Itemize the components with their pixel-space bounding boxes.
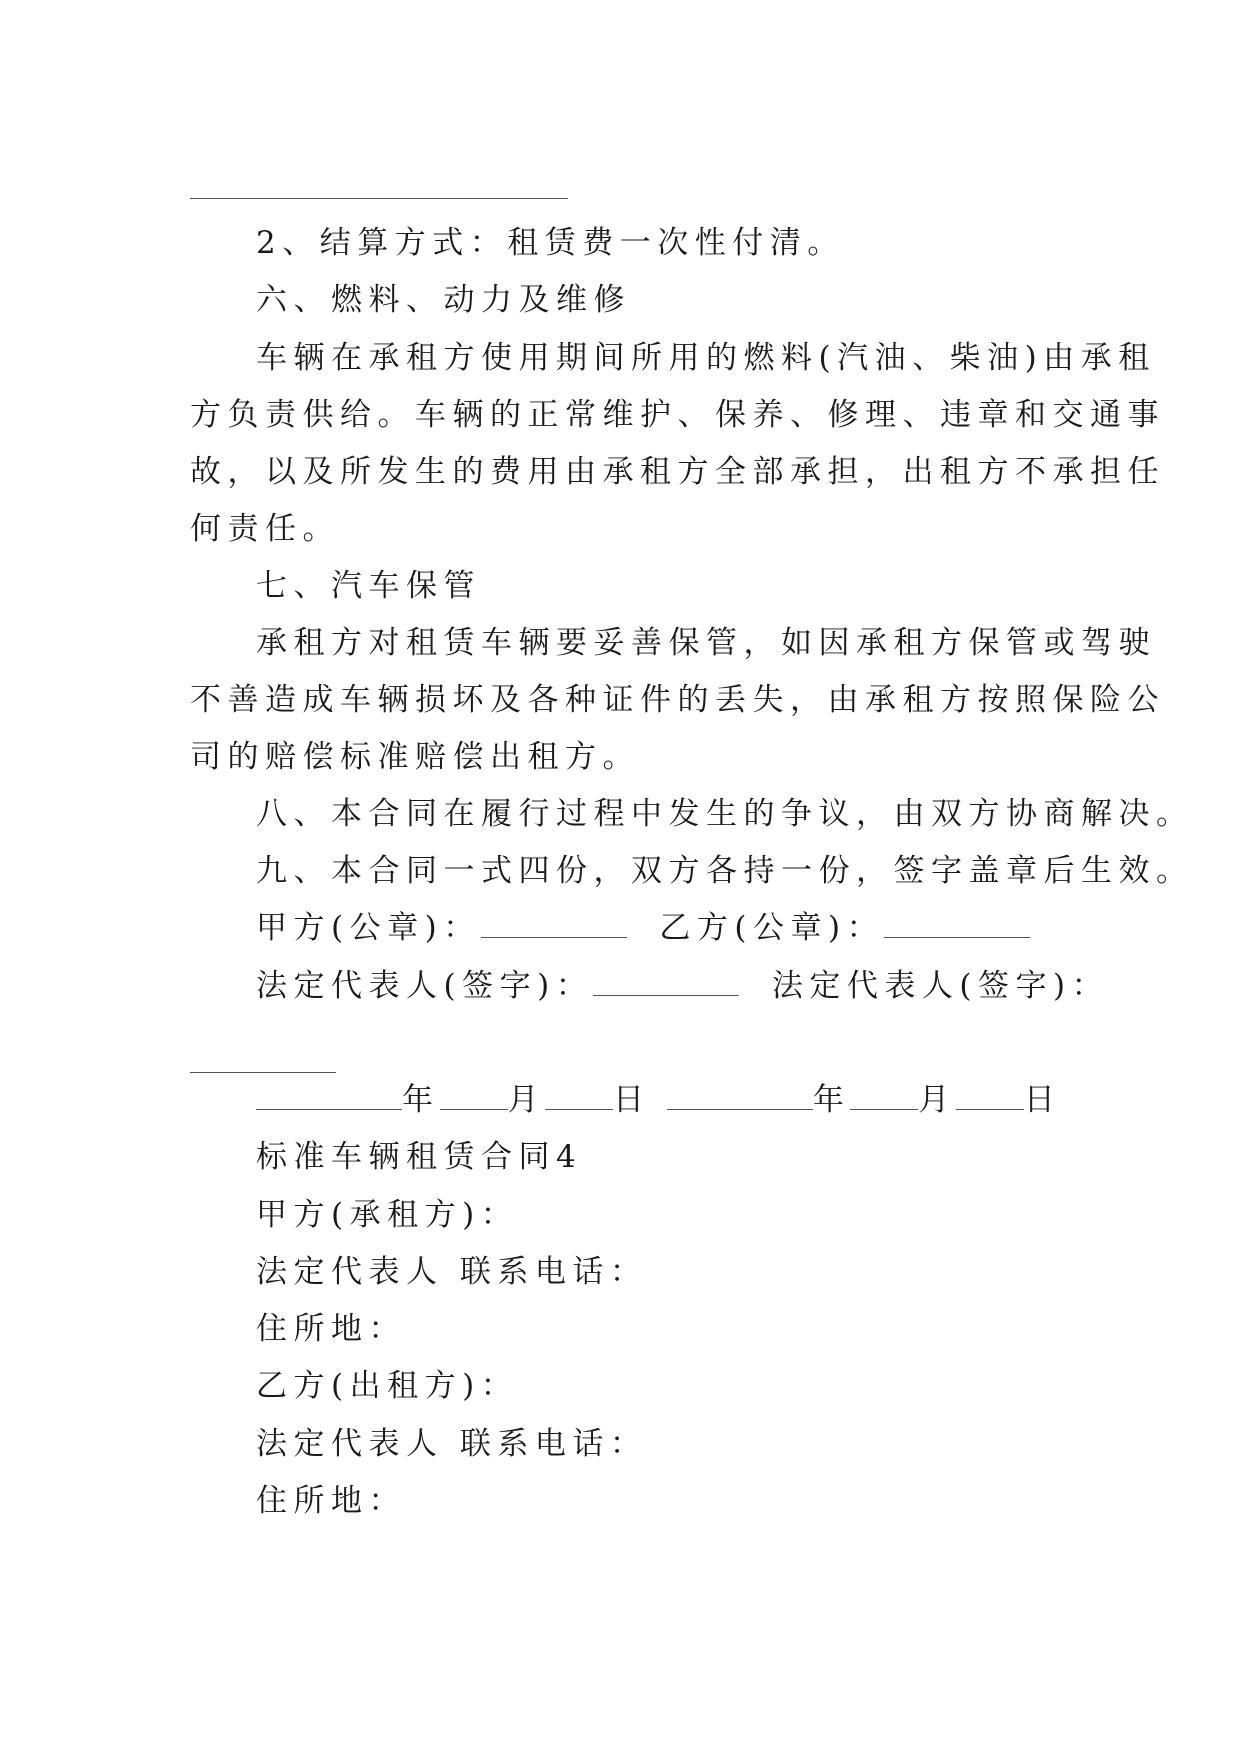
contract-4-party-a: 甲方(承租方)： bbox=[256, 1197, 519, 1233]
section-6-body-line: 方负责供给。车辆的正常维护、保养、修理、违章和交通事 bbox=[190, 397, 1165, 433]
day-label: 日 bbox=[1023, 1082, 1062, 1118]
year-blank bbox=[256, 1085, 402, 1110]
contract-4-address-b: 住所地： bbox=[256, 1483, 406, 1519]
month-label: 月 bbox=[507, 1082, 545, 1118]
day-blank bbox=[545, 1085, 613, 1110]
day-blank bbox=[956, 1085, 1024, 1110]
signature-row bbox=[256, 967, 1116, 1005]
section-7-body-line: 司的赔偿标准赔偿出租方。 bbox=[190, 739, 640, 775]
date-row bbox=[256, 1081, 1116, 1119]
party-a-rep-sign-blank bbox=[593, 971, 739, 996]
party-b-rep-sign-blank bbox=[190, 1072, 336, 1073]
year-label: 年 bbox=[812, 1082, 851, 1118]
contract-4-legal-rep-a: 法定代表人 联系电话： bbox=[256, 1254, 648, 1290]
contract-4-title: 标准车辆租赁合同4 bbox=[256, 1139, 583, 1175]
seal-row bbox=[256, 909, 1116, 947]
section-7-body-line: 承租方对租赁车辆要妥善保管，如因承租方保管或驾驶 bbox=[256, 625, 1156, 661]
month-blank bbox=[850, 1085, 918, 1110]
section-6-body-line: 何责任。 bbox=[190, 511, 340, 547]
section-9-clause: 九、本合同一式四份，双方各持一份，签字盖章后生效。 bbox=[256, 853, 1194, 889]
month-blank bbox=[440, 1085, 508, 1110]
party-b-seal-blank bbox=[884, 913, 1030, 938]
month-label: 月 bbox=[918, 1082, 956, 1118]
party-a-rep-sign-label: 法定代表人(签字)： bbox=[256, 968, 594, 1004]
section-7-body-line: 不善造成车辆损坏及各种证件的丢失，由承租方按照保险公 bbox=[190, 682, 1165, 718]
section-6-body-line: 车辆在承租方使用期间所用的燃料(汽油、柴油)由承租 bbox=[256, 340, 1156, 376]
contract-4-legal-rep-b: 法定代表人 联系电话： bbox=[256, 1426, 648, 1462]
section-7-heading: 七、汽车保管 bbox=[256, 568, 481, 604]
section-8-clause: 八、本合同在履行过程中发生的争议，由双方协商解决。 bbox=[256, 796, 1194, 832]
contract-4-address-a: 住所地： bbox=[256, 1311, 406, 1347]
section-6-heading: 六、燃料、动力及维修 bbox=[256, 282, 631, 318]
day-label: 日 bbox=[613, 1082, 651, 1118]
contract-4-party-b: 乙方(出租方)： bbox=[256, 1368, 519, 1404]
year-blank bbox=[667, 1085, 813, 1110]
party-a-seal-blank bbox=[481, 913, 627, 938]
party-b-rep-sign-label: 法定代表人(签字)： bbox=[771, 968, 1110, 1004]
section-6-body-line: 故，以及所发生的费用由承租方全部承担，出租方不承担任 bbox=[190, 454, 1165, 490]
year-label: 年 bbox=[402, 1082, 440, 1118]
top-blank-line bbox=[190, 198, 568, 199]
party-a-seal-label: 甲方(公章)： bbox=[256, 910, 481, 946]
settlement-clause: 2、结算方式：租赁费一次性付清。 bbox=[256, 225, 845, 261]
party-b-seal-label: 乙方(公章)： bbox=[659, 910, 885, 946]
